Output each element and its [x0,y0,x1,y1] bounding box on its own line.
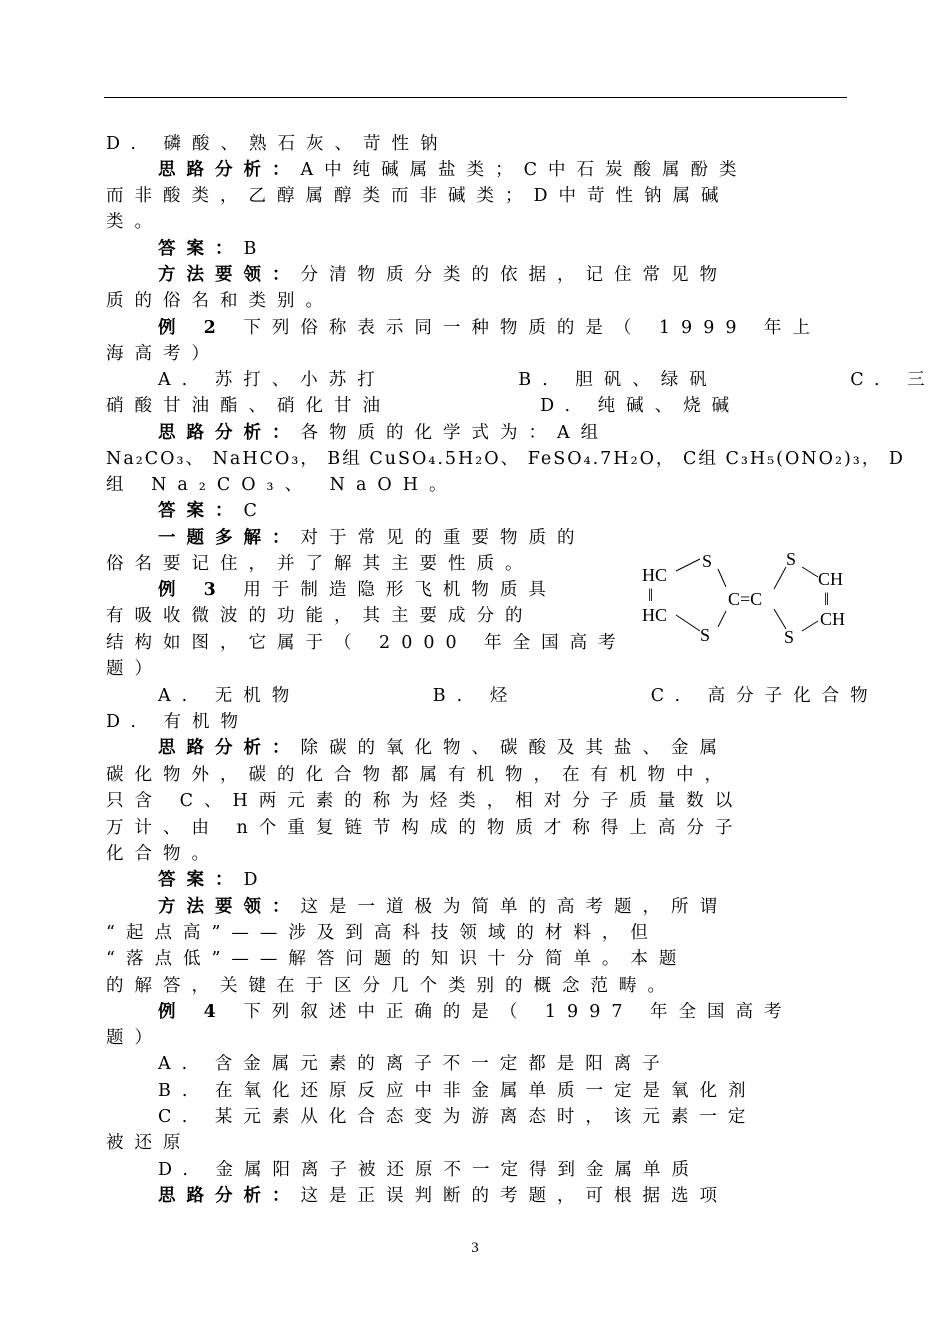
c-eq-c-label: C=C [728,589,763,609]
text-line: 结构如图，它属于（ 2000 年全国高考 [106,633,627,653]
text-line: 一题多解：对于常见的重要物质的 [158,528,586,548]
hc-top-label: HC [642,565,668,585]
text-line: D. 磷酸、熟石灰、苛性钠 [106,134,449,154]
option-line: D. 有机物 [106,712,250,732]
formula-line: 组 Na₂CO₃、 NaOH。 [106,475,458,495]
text-line: 类。 [106,212,163,232]
text-line: 方法要领：这是一道极为简单的高考题，所谓 [158,897,728,917]
text-line: 题） [106,659,163,679]
text-line: 而非酸类，乙醇属醇类而非碱类；D中苛性钠属碱 [106,186,730,206]
text-line: “落点低”——解答问题的知识十分简单。本题 [106,949,688,969]
text-line: 质的俗名和类别。 [106,291,334,311]
text-line: “起点高”——涉及到高科技领域的材料，但 [106,923,659,943]
double-bond-left: ‖ [648,585,654,605]
answer-line: 答案：D [158,870,269,890]
text-line: 思路分析：这是正误判断的考题，可根据选项 [158,1186,728,1206]
ch-bottom-label: CH [820,609,846,629]
option-line: 被还原 [106,1133,192,1153]
formula-line: Na₂CO₃、 NaHCO₃， B组 CuSO₄.5H₂O、 FeSO₄.7H₂O， C组 C₃H₅(ONO₂)₃， D [106,449,905,469]
option-line: 硝酸甘油酯、硝化甘油 D. 纯碱、烧碱 [106,396,741,416]
text-line: 思路分析：A中纯碱属盐类；C中石炭酸属酚类 [158,160,748,180]
double-bond-right: ‖ [824,589,830,609]
s-left-bottom-label: S [700,625,711,645]
example-heading: 例 3 用于制造隐形飞机物质具 [158,580,557,600]
s-right-top-label: S [786,549,797,569]
ch-top-label: CH [818,569,844,589]
hc-bottom-label: HC [642,605,668,625]
text-line: 万计、由 n个重复链节构成的物质才称得上高分子 [106,818,744,838]
text-line: 化合物。 [106,844,220,864]
text-line: 的解答，关键在于区分几个类别的概念范畴。 [106,976,676,996]
example-heading: 例 4 下列叙述中正确的是（ 1997 年全国高考 [158,1002,793,1022]
option-line: A. 无机物 B. 烃 C. 高分子化合物 [158,686,879,706]
text-line: 俗名要记住，并了解其主要性质。 [106,554,534,574]
s-right-bottom-label: S [784,627,795,647]
header-rule [104,97,847,98]
option-line: C. 某元素从化合态变为游离态时，该元素一定 [158,1107,757,1127]
option-line: A. 含金属元素的离子不一定都是阳离子 [158,1054,671,1074]
answer-line: 答案：C [158,501,268,521]
text-line: 题） [106,1028,163,1048]
text-line: 思路分析：除碳的氧化物、碳酸及其盐、金属 [158,738,728,758]
text-line: 有吸收微波的功能，其主要成分的 [106,606,534,626]
option-line: B. 在氧化还原反应中非金属单质一定是氧化剂 [158,1081,757,1101]
molecular-structure [638,545,860,647]
page-number: 3 [471,1240,479,1256]
answer-line: 答案：B [158,239,268,259]
text-line: 方法要领：分清物质分类的依据，记住常见物 [158,265,728,285]
text-line: 只含 C、H两元素的称为烃类，相对分子质量数以 [106,791,744,811]
s-left-top-label: S [702,551,713,571]
text-line: 碳化物外，碳的化合物都属有机物，在有机物中， [106,765,733,785]
option-line: A. 苏打、小苏打 B. 胆矾、绿矾 C. 三 [158,370,936,390]
example-heading: 例 2 下列俗称表示同一种物质的是（ 1999 年上 [158,318,822,338]
text-line: 思路分析：各物质的化学式为：A组 [158,423,610,443]
option-line: D. 金属阳离子被还原不一定得到金属单质 [158,1160,701,1180]
text-line: 海高考） [106,344,220,364]
